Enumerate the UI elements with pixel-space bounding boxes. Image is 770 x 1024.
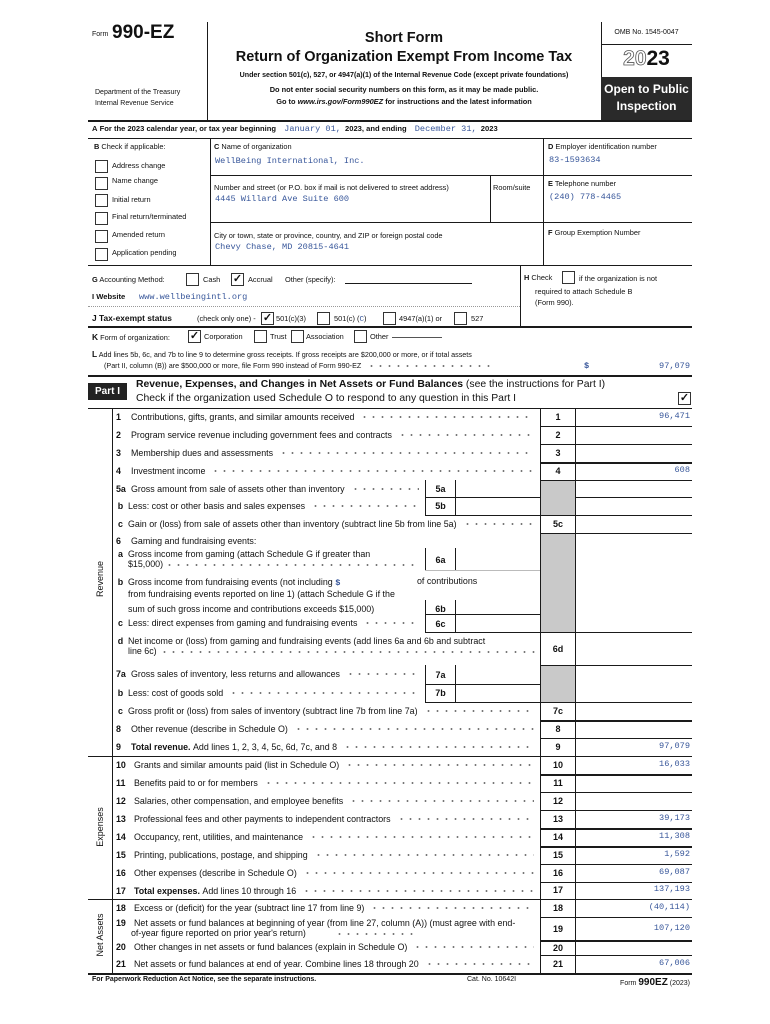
cash-checkbox[interactable]	[186, 273, 199, 286]
row-rule	[540, 444, 692, 445]
bc-divider	[210, 138, 211, 265]
line-6c-box: 6c	[435, 619, 446, 629]
line-6b-contributions-field[interactable]	[362, 576, 412, 586]
shaded-cell-6	[541, 534, 575, 632]
form-title: Short Form	[364, 30, 444, 46]
header-bottom-rule	[88, 120, 692, 122]
h-divider	[520, 265, 521, 326]
line-15: 15 Printing, publications, postage, and shipping	[113, 847, 538, 863]
schedule-b-check: H Check	[524, 273, 553, 282]
line-7c-box: 7c	[552, 706, 563, 716]
line-19-amount[interactable]: 107,120	[653, 923, 690, 933]
row-rule	[540, 810, 692, 811]
row-rule	[540, 792, 692, 793]
section-label-revenue: Revenue	[95, 560, 105, 598]
trust-label: Trust	[270, 332, 287, 341]
inner-box-6a-bottom	[425, 570, 540, 571]
line-15-box: 15	[552, 850, 563, 860]
line-6d-leader	[160, 649, 535, 655]
schedule-b-line2: required to attach Schedule B	[535, 287, 633, 296]
gross-receipts-currency: $	[584, 361, 590, 371]
row-rule	[540, 480, 692, 481]
form-number: 990-EZ	[112, 22, 175, 43]
row-rule	[540, 462, 692, 464]
org-name-label: C Name of organization	[214, 142, 292, 151]
line-11-box: 11	[553, 778, 563, 788]
catalog-number: Cat. No. 10642I	[467, 976, 517, 983]
tax-exempt-label: J Tax-exempt status	[92, 313, 172, 323]
line-19: 19 Net assets or fund balances at beginning of year (from line 27, column (A)) (must agree with end- of-year figure reported on prior year's return)	[116, 918, 516, 938]
corporation-label: Corporation	[204, 332, 243, 341]
line-a-rule	[88, 138, 692, 139]
street-label: Number and street (or P.O. box if mail is not delivered to street address)	[214, 183, 449, 192]
address-change-label: Address change	[112, 161, 166, 170]
line-a	[92, 124, 498, 134]
section-label-net-assets: Net Assets	[95, 913, 105, 957]
gross-receipts-value[interactable]: 97,079	[659, 361, 690, 371]
cd-divider	[543, 138, 544, 265]
line-7b: b Less: cost of goods sold	[113, 685, 423, 701]
line-7c: c Gross profit or (loss) from sales of inventory (subtract line 7b from line 7a)	[113, 703, 538, 719]
accounting-method-label: G Accounting Method:	[92, 275, 165, 284]
row-rule	[575, 497, 692, 498]
line-a-end-year: 2023	[480, 124, 498, 133]
name-row-rule	[210, 175, 692, 176]
row-rule	[540, 738, 692, 739]
street-row-rule	[210, 222, 692, 223]
line-16-amount[interactable]: 69,087	[659, 867, 690, 877]
line-2: 2 Program service revenue including government fees and contracts	[113, 427, 538, 443]
inner-box-6b-bottom	[425, 614, 540, 615]
line-18-amount[interactable]: (40,114)	[648, 902, 690, 912]
row-rule	[540, 940, 692, 942]
line-9-amount[interactable]: 97,079	[659, 741, 690, 751]
4947-checkbox[interactable]	[383, 312, 396, 325]
irs-label: Internal Revenue Service	[95, 100, 174, 107]
open-line2: Inspection	[616, 99, 677, 113]
part-i-bottom-rule	[88, 973, 692, 975]
website-row: I Website	[92, 292, 126, 301]
instruction-goto	[207, 97, 601, 106]
line-12-box: 12	[552, 796, 563, 806]
line-16-box: 16	[552, 868, 563, 878]
room-suite-label: Room/suite	[493, 183, 531, 192]
row-rule	[540, 515, 692, 516]
paperwork-notice: For Paperwork Reduction Act Notice, see the separate instructions.	[92, 976, 317, 983]
line-14-box: 14	[552, 832, 563, 842]
line-3-box: 3	[555, 448, 561, 458]
ein-label: D Employer identification number	[548, 142, 657, 151]
line-16: 16 Other expenses (describe in Schedule O)	[113, 865, 538, 881]
l-bottom-rule	[88, 375, 692, 377]
part-i-title: Revenue, Expenses, and Changes in Net Assets or Fund Balances (see the instructions for Part I)	[136, 379, 606, 390]
corporation-checkbox[interactable]: ✓	[189, 330, 200, 342]
omb-number: OMB No. 1545-0047	[614, 29, 679, 36]
line-14: 14 Occupancy, rent, utilities, and maintenance	[113, 829, 538, 845]
line-14-amount[interactable]: 11,308	[659, 831, 690, 841]
line-2-box: 2	[555, 430, 561, 440]
schedule-b-line3: (Form 990).	[535, 298, 574, 307]
other-org-label: Other	[370, 332, 389, 341]
application-pending-label: Application pending	[112, 248, 177, 257]
line-6a: a Gross income from gaming (attach Schedule G if greater than $15,000)	[118, 549, 371, 569]
schedule-o-question: Check if the organization used Schedule O to respond to any question in this Part I	[136, 393, 517, 404]
line-9-total-revenue: 9 Total revenue. Add lines 1, 2, 3, 4, 5c, 6d, 7c, and 8	[113, 739, 538, 755]
schedule-o-checkbox[interactable]: ✓	[679, 392, 690, 404]
name-change-label: Name change	[112, 176, 159, 185]
inner-box-5-rule	[425, 497, 540, 498]
527-checkbox[interactable]	[454, 312, 467, 325]
city-field[interactable]: Chevy Chase, MD 20815-4641	[215, 242, 350, 252]
org-name-field[interactable]: WellBeing International, Inc.	[215, 156, 365, 166]
line-17-box: 17	[552, 885, 563, 895]
trust-checkbox[interactable]	[254, 330, 267, 343]
tax-year-bold: 23	[646, 47, 670, 70]
line-6d-box: 6d	[552, 644, 564, 654]
4947-label: 4947(a)(1) or	[399, 314, 443, 323]
phone-field[interactable]: (240) 778-4465	[549, 192, 622, 202]
goto-prefix: Go to	[276, 97, 296, 106]
group-exemption-label: F Group Exemption Number	[548, 228, 641, 237]
line-20: 20 Other changes in net assets or fund balances (explain in Schedule O)	[113, 939, 538, 955]
line-4-box: 4	[555, 466, 561, 476]
part-i-badge: Part I	[88, 383, 127, 400]
inner-box-6bc-mid	[455, 600, 456, 632]
amended-return-label: Amended return	[112, 230, 165, 239]
line-20-box: 20	[552, 943, 563, 953]
line-6b-text2: from fundraising events reported on line 1) (attach Schedule G if the	[128, 589, 395, 599]
501c-label: 501(c) (C)	[334, 314, 367, 324]
line-6b: b Gross income from fundraising events (not including $	[117, 577, 341, 588]
ein-field[interactable]: 83-1593634	[549, 155, 601, 165]
line-a-letter: A	[92, 124, 98, 133]
goto-suffix: for instructions and the latest information	[385, 97, 532, 106]
street-field[interactable]: 4445 Willard Ave Suite 600	[215, 194, 350, 204]
cash-label: Cash	[203, 275, 221, 284]
department-label: Department of the Treasury	[95, 89, 181, 96]
line-6b-box: 6b	[435, 604, 446, 614]
line-4: 4 Investment income	[113, 463, 538, 479]
line-17-total-expenses: 17 Total expenses. Add lines 10 through 16	[113, 883, 538, 899]
tax-year-begin[interactable]: January 01,	[284, 124, 341, 134]
line-6a-leader	[165, 562, 420, 568]
form-subtitle: Return of Organization Exempt From Income Tax	[235, 49, 573, 65]
row-rule	[540, 426, 692, 427]
line-19-box: 19	[552, 924, 563, 934]
tax-year-outline: 20	[623, 47, 647, 70]
line-5b: b Less: cost or other basis and sales expenses	[113, 498, 423, 514]
row-rule	[540, 774, 692, 776]
line-1: 1 Contributions, gifts, grants, and similar amounts received	[113, 409, 538, 425]
line-6d: d Net income or (loss) from gaming and fundraising events (add lines 6a and 6b and subtract line 6c)	[117, 636, 486, 656]
line-21-box: 21	[552, 959, 563, 969]
other-org-field[interactable]	[392, 337, 442, 338]
line-6b-contributions-label: of contributions	[417, 576, 478, 586]
line-6b-text3: sum of such gross income and contributions exceeds $15,000)	[128, 604, 375, 614]
line-8-box: 8	[555, 724, 561, 734]
527-label: 527	[471, 314, 484, 323]
line-5c-box: 5c	[552, 519, 563, 529]
line-10: 10 Grants and similar amounts paid (list in Schedule O)	[113, 757, 538, 773]
line-11: 11 Benefits paid to or for members	[113, 775, 538, 791]
gross-receipts-note-2: (Part II, column (B)) are $500,000 or more, file Form 990 instead of Form 990-EZ	[104, 361, 494, 370]
row-rule	[540, 864, 692, 865]
line-a-text: For the 2023 calendar year, or tax year beginning	[99, 124, 277, 133]
website-field[interactable]: www.wellbeingintl.org	[139, 292, 248, 302]
line-1-amount[interactable]: 96,471	[659, 411, 690, 421]
row-rule	[540, 720, 692, 722]
line-19-leader	[335, 931, 415, 937]
line-8: 8 Other revenue (describe in Schedule O)	[113, 721, 538, 737]
form-prefix: Form	[92, 31, 109, 38]
line-18: 18 Excess or (deficit) for the year (subtract line 17 from line 9)	[113, 900, 538, 916]
accrual-checkbox[interactable]: ✓	[232, 273, 243, 285]
city-label: City or town, state or province, country, and ZIP or foreign postal code	[214, 231, 443, 240]
room-divider	[490, 175, 491, 222]
association-label: Association	[306, 332, 344, 341]
row-rule	[540, 632, 692, 633]
phone-label: E Telephone number	[548, 179, 617, 188]
line-7a-box: 7a	[435, 670, 446, 680]
row-rule	[540, 917, 692, 918]
tax-exempt-hint: (check only one) -	[197, 314, 256, 323]
tax-year-end[interactable]: December 31,	[414, 124, 477, 134]
line-5c: c Gain or (loss) from sale of assets other than inventory (subtract line 5b from line 5a)	[113, 516, 538, 532]
inner-box-7-rule	[425, 684, 540, 685]
line-13-amount[interactable]: 39,173	[659, 813, 690, 823]
association-checkbox[interactable]	[291, 330, 304, 343]
footer-form-id: Form 990EZ (2023)	[620, 977, 690, 988]
row-rule	[540, 828, 692, 830]
row-rule	[540, 955, 692, 956]
row-rule	[540, 882, 692, 883]
line-9-box: 9	[555, 742, 561, 752]
other-method-field[interactable]	[345, 283, 472, 284]
line-6: 6 Gaming and fundraising events:	[116, 536, 257, 546]
open-to-public-badge	[601, 77, 692, 120]
line-13-box: 13	[552, 814, 563, 824]
instruction-sections: Under section 501(c), 527, or 4947(a)(1) of the Internal Revenue Code (except private foundations)	[239, 71, 569, 79]
gross-receipts-note-1: L Add lines 5b, 6c, and 7b to line 9 to determine gross receipts. If gross receipts are $200,000 or more, or if total assets	[92, 349, 472, 359]
line-12: 12 Salaries, other compensation, and employee benefits	[113, 793, 538, 809]
line-10-amount[interactable]: 16,033	[659, 759, 690, 769]
line-6c: c Less: direct expenses from gaming and fundraising events	[113, 615, 423, 631]
line-5b-box: 5b	[435, 501, 446, 511]
line-15-amount[interactable]: 1,592	[664, 849, 690, 859]
line-10-box: 10	[552, 760, 563, 770]
tax-year	[601, 47, 692, 71]
schedule-b-checkbox[interactable]	[562, 271, 575, 284]
section-b-label: B Check if applicable:	[94, 142, 166, 151]
website-rule	[88, 306, 520, 307]
irs-link[interactable]: www.irs.gov/Form990EZ	[297, 97, 384, 106]
501c3-label: 501(c)(3)	[276, 314, 306, 323]
line-3: 3 Membership dues and assessments	[113, 445, 538, 461]
line-a-middle: 2023, and ending	[345, 124, 407, 133]
line-21: 21 Net assets or fund balances at end of year. Combine lines 18 through 20	[113, 956, 538, 972]
instruction-ssn: Do not enter social security numbers on this form, as it may be made public.	[269, 85, 539, 94]
final-return-label: Final return/terminated	[112, 212, 187, 221]
bcd-bottom-rule	[88, 265, 692, 266]
inner-box-6a-mid	[455, 548, 456, 570]
line-5a: 5a Gross amount from sale of assets other than inventory	[113, 481, 423, 497]
shaded-cell-7	[541, 666, 575, 702]
initial-return-label: Initial return	[112, 195, 151, 204]
line-5a-box: 5a	[435, 484, 446, 494]
schedule-b-line1: if the organization is not	[579, 274, 658, 283]
line-18-box: 18	[552, 903, 563, 913]
line-21-amount[interactable]: 67,006	[659, 958, 690, 968]
row-rule	[540, 702, 692, 703]
line-6b-dollar: $	[335, 578, 341, 588]
line-17-amount[interactable]: 137,193	[653, 884, 690, 894]
line-6a-box: 6a	[435, 555, 446, 565]
501c-checkbox[interactable]	[317, 312, 330, 325]
other-org-checkbox[interactable]	[354, 330, 367, 343]
row-rule	[540, 665, 692, 666]
section-label-expenses: Expenses	[95, 807, 105, 847]
omb-divider	[601, 44, 692, 45]
row-rule	[540, 533, 692, 534]
line-4-amount[interactable]: 608	[674, 465, 690, 475]
j-bottom-rule	[88, 326, 692, 328]
inner-box-6c-bottom	[425, 632, 540, 633]
accrual-label: Accrual	[248, 275, 273, 284]
line-13: 13 Professional fees and other payments to independent contractors	[113, 811, 538, 827]
shaded-cell-5	[541, 481, 575, 515]
form-of-org-label: K Form of organization:	[92, 332, 170, 342]
line-7a: 7a Gross sales of inventory, less returns and allowances	[113, 666, 423, 682]
501c3-checkbox[interactable]: ✓	[262, 312, 273, 324]
row-rule	[540, 846, 692, 848]
open-line1: Open to Public	[604, 82, 689, 96]
line-7b-box: 7b	[435, 688, 446, 698]
other-method-label: Other (specify):	[285, 275, 336, 284]
line-1-box: 1	[555, 412, 561, 422]
